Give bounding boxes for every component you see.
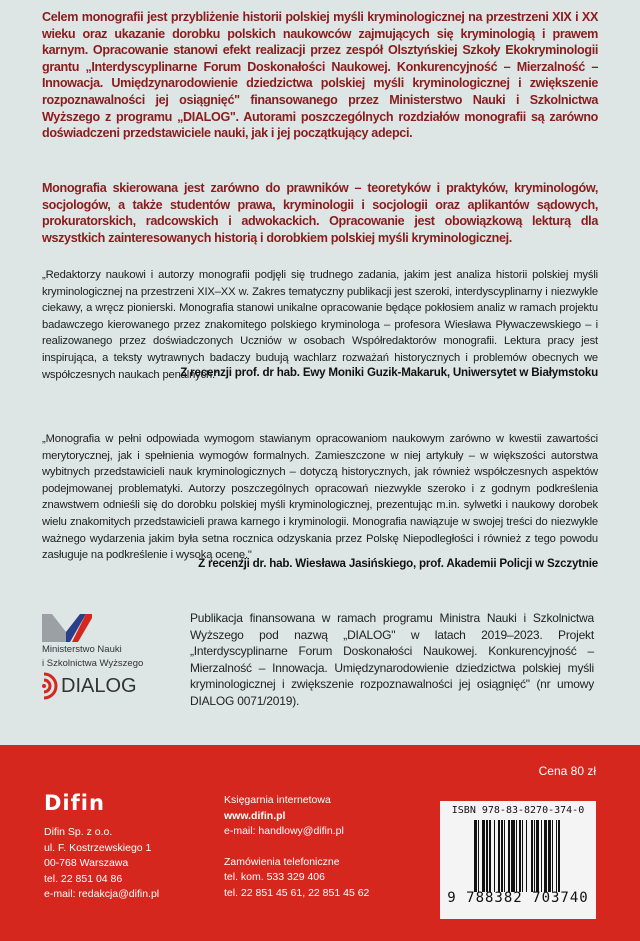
ministry-name-line-2: i Szkolnictwa Wyższego: [42, 658, 144, 669]
shop-info: [224, 793, 369, 901]
address-line: ul. F. Kostrzewskiego 1: [44, 841, 152, 854]
dialog-logo-text: DIALOG: [61, 674, 137, 697]
ministry-name: [42, 643, 143, 671]
address-line: Difin Sp. z o.o.: [44, 826, 113, 838]
isbn-text: ISBN 978-83-8270-374-0: [451, 805, 585, 816]
orders-label: Zamówienia telefoniczne: [224, 855, 340, 868]
shop-url-link[interactable]: www.difin.pl: [224, 809, 286, 822]
funding-note: Publikacja finansowana w ramach programu Ministra Nauki i Szkolnictwa Wyższego pod nazwą „DIALOG" w latach 2019–2023. Projekt „Interdyscyplinarne Forum Doskonałości Naukowej. Konkurencyjność – Mierzalność – Innowacja. Umiędzynarodowienie dziedzictwa polskiej myśli kryminologicznej i zwiększenie rozpoznawalności jej osiągnięć" (nr umowy DIALOG 0071/2019).: [190, 611, 594, 708]
ministry-logo-icon: [42, 612, 92, 642]
review-quote-1: „Redaktorzy naukowi i autorzy monografii podjęli się trudnego zadania, jakim jest analiza historii polskiej myśli kryminologicznej na przestrzeni XIX–XX w. Zakres tematyczny publikacji jest szeroki, interdyscyplinarny i niezwykle ciekawy, a wręcz pionierski. Monografia stanowi unikalne opracowanie będące pokłosiem analiz w ramach projektu badawczego kierowanego przez znakomitego polskiego kryminologa – profesora Wiesława Pływaczewskiego – i realizowanego przez doświadczonych Uczniów w osobach Współredaktorów monografii. Lektura pracy jest inspirująca, a teksty wytrawnych badaczy budują wachlarz rozważań historycznych i problemów obecnych we współczesnych naukach penalnych.": [42, 269, 598, 381]
shop-label: Księgarnia internetowa: [224, 794, 331, 806]
footer-band: [0, 745, 640, 941]
review-attribution-1: Z recenzji prof. dr hab. Ewy Moniki Guzik-Makaruk, Uniwersytet w Białymstoku: [180, 366, 598, 379]
orders-mobile: tel. kom. 533 329 406: [224, 871, 325, 883]
address-line: tel. 22 851 04 86: [44, 872, 123, 885]
address-line: 00-768 Warszawa: [44, 857, 129, 869]
address-line: e-mail: redakcja@difin.pl: [44, 888, 160, 900]
dialog-signal-icon: [42, 672, 58, 700]
ministry-name-line-1: Ministerstwo Nauki: [42, 644, 122, 655]
audience-paragraph: Monografia skierowana jest zarówno do prawników – teoretyków i praktyków, kryminologów, socjologów, a także studentów prawa, kryminologii i socjologii oraz aplikantów sądowych, prokuratorskich, radcowskich i adwokackich. Opracowanie jest obowiązkową lekturą dla wszystkich zainteresowanych historią i dorobkiem polskiej myśli kryminologicznej.: [42, 181, 598, 245]
orders-phone: tel. 22 851 45 61, 22 851 45 62: [224, 886, 370, 899]
review-attribution-2: Z recenzji dr. hab. Wiesława Jasińskiego, prof. Akademii Policji w Szczytnie: [198, 557, 598, 570]
review-quote-2: „Monografia w pełni odpowiada wymogom stawianym opracowaniom naukowym zarówno w kwestii zawartości merytorycznej, jak i spełnienia wymogów formalnych. Zamieszczone w niej artykuły – w większości autorstwa wybitnych przedstawicieli nauk kryminologicznych – dotyczą historycznych, jak również współczesnych aspektów podejmowanej problematyki. Autorzy poszczególnych opracowań niezwykle szeroko i z godnym podkreślenia znawstwem odnieśli się do dorobku polskiej myśli kryminologicznej, prezentując m.in. sylwetki i naukowy dorobek wielu znakomitych przedstawicieli prawa karnego i kryminologii. Monografia nawiązuje w swojej treści do niezwykle ważnego wydarzenia jakim była setna rocznica odzyskania przez Polskę Niepodległości i również z tego powodu zasługuje na podkreślenie i wysoką ocenę.": [42, 433, 598, 562]
publisher-address: [44, 825, 159, 903]
shop-email: e-mail: handlowy@difin.pl: [224, 825, 344, 837]
barcode-number: 9 788382 703740: [447, 890, 589, 906]
intro-paragraph: Celem monografii jest przybliżenie historii polskiej myśli kryminologicznej na przestrzeni XIX i XX wieku oraz ukazanie dorobku polskich naukowców zajmujących się kryminologią i prawem karnym. Opracowanie stanowi efekt realizacji przez zespół Olsztyńskiej Szkoły Ekokryminologii grantu „Interdyscyplinarne Forum Doskonałości Naukowej. Konkurencyjność – Mierzalność – Innowacja. Umiędzynarodowienie dziedzictwa polskiej myśli kryminologicznej i zwiększenie rozpoznawalności jej osiągnięć" finansowanego przez Ministerstwo Nauki i Szkolnictwa Wyższego z programu „DIALOG". Autorami poszczególnych rozdziałów monografii są zarówno doświadczeni przedstawiciele nauki, jak i jej początkujący adepci.: [42, 10, 598, 141]
barcode-icon: [446, 820, 590, 892]
price: Cena 80 zł: [538, 764, 596, 778]
isbn-barcode-box: [440, 801, 596, 919]
dialog-logo: [42, 672, 137, 700]
publisher-logo: Difin: [44, 791, 105, 815]
